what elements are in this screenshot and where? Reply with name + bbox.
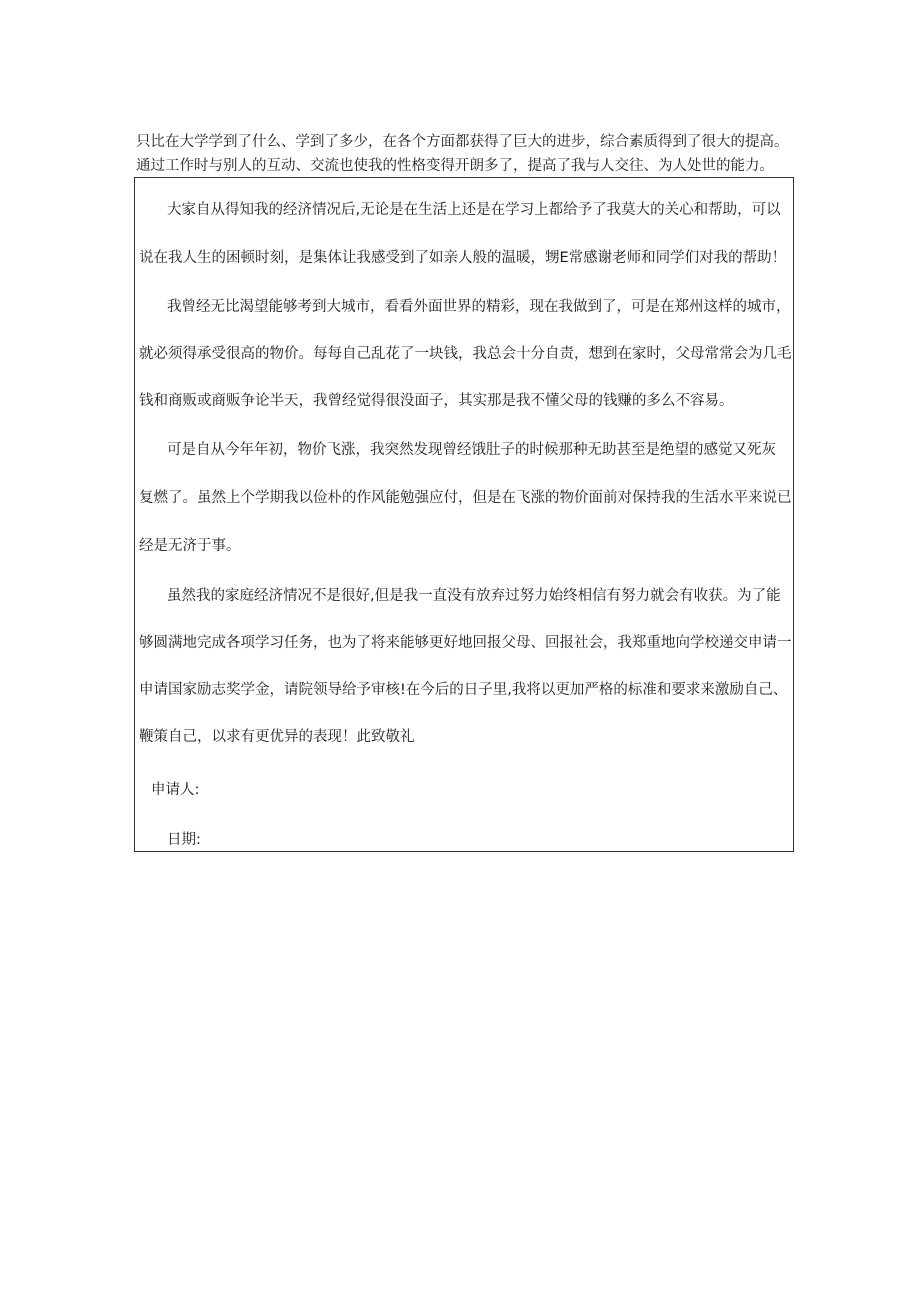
paragraph-line: 虽然我的家庭经济情况不是很好,但是我一直没有放弃过努力始终相信有努力就会有收获。为了能 — [167, 588, 781, 604]
applicant-label: 申请人: — [151, 782, 200, 798]
paragraph-line: 复燃了。虽然上个学期我以俭朴的作风能勉强应付，但是在飞涨的物价面前对保持我的生活水平来说已 — [139, 490, 792, 506]
paragraph-line: 申请国家励志奖学金，请院领导给予审核!在今后的日子里,我将以更加严格的标准和要求来激励自己、 — [139, 682, 788, 698]
letter-box — [134, 177, 794, 852]
paragraph-line: 鞭策自己，以求有更优异的表现！此致敬礼 — [139, 729, 415, 745]
paragraph-inflation — [135, 438, 795, 558]
paragraph-line: 就必须得承受很高的物价。每每自己乱花了一块钱，我总会十分自责，想到在家时，父母常常会为几毛 — [139, 346, 792, 362]
intro-line: 只比在大学学到了什么、学到了多少，在各个方面都获得了巨大的进步，综合素质得到了很大的提高。 — [136, 134, 789, 150]
paragraph-line: 够圆满地完成各项学习任务，也为了将来能够更好地回报父母、回报社会，我郑重地向学校递交申请一 — [139, 635, 792, 651]
paragraph-line: 大家自从得知我的经济情况后,无论是在生活上还是在学习上都给予了我莫大的关心和帮助，可以 — [167, 202, 781, 218]
intro-line: 通过工作时与别人的互动、交流也使我的性格变得开朗多了，提高了我与人交往、为人处世的能力。 — [136, 158, 774, 174]
paragraph-line: 说在我人生的困顿时刻，是集体让我感受到了如亲人般的温暖，甥E常感谢老师和同学们对我的帮助！ — [139, 250, 787, 266]
paragraph-line: 经是无济于事。 — [139, 538, 241, 554]
paragraph-application — [135, 584, 795, 749]
paragraph-line: 可是自从今年年初，物价飞涨，我突然发现曾经饿肚子的时候那种无助甚至是绝望的感觉又死灰 — [167, 442, 776, 458]
paragraph-line: 我曾经无比渴望能够考到大城市，看看外面世界的精彩，现在我做到了，可是在郑州这样的城市， — [167, 299, 791, 315]
intro-text — [136, 130, 796, 178]
paragraph-line: 钱和商贩或商贩争论半天，我曾经觉得很没面子，其实那是我不懂父母的钱赚的多么不容易。 — [139, 393, 734, 409]
date-label: 日期: — [167, 832, 201, 848]
paragraph-city-prices — [135, 295, 795, 413]
paragraph-gratitude — [135, 198, 795, 270]
